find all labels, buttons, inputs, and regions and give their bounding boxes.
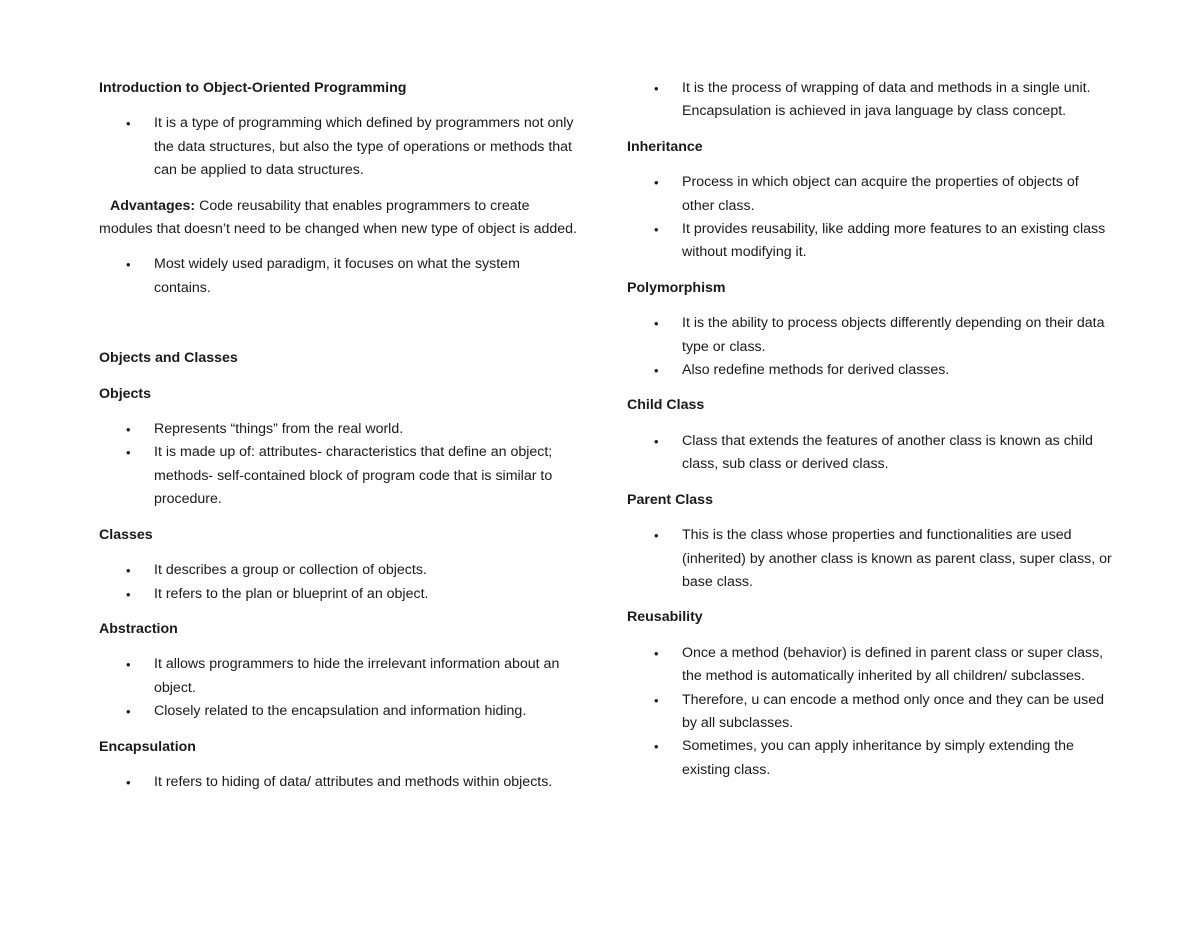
- list-item: • It is the process of wrapping of data and methods in a single unit. Encapsulation is achieved in java language by class concept.: [627, 77, 1112, 124]
- list-item: • Represents “things” from the real world.: [99, 418, 579, 441]
- list-item: • Therefore, u can encode a method only once and they can be used by all subclasses.: [627, 689, 1112, 736]
- parent-class-list: [627, 524, 1112, 594]
- bullet-icon: •: [654, 316, 659, 332]
- right-column: [627, 77, 1112, 794]
- bullet-icon: •: [654, 433, 659, 449]
- list-item: • Once a method (behavior) is defined in parent class or super class, the method is automatically inherited by all children/ subclasses.: [627, 642, 1112, 689]
- list-item: • It is the ability to process objects differently depending on their data type or class.: [627, 312, 1112, 359]
- left-column: [99, 77, 579, 806]
- bullet-icon: •: [126, 563, 131, 579]
- list-item: • It is a type of programming which defined by programmers not only the data structures, but also the type of operations or methods that can be applied to data structures.: [99, 112, 579, 182]
- bullet-icon: •: [126, 445, 131, 461]
- list-item: • It refers to hiding of data/ attributes and methods within objects.: [99, 771, 579, 794]
- reusability-heading: Reusability: [627, 609, 703, 626]
- bullet-icon: •: [654, 692, 659, 708]
- encapsulation-continued-list: [627, 77, 1112, 124]
- polymorphism-heading: Polymorphism: [627, 279, 726, 296]
- list-item: • It refers to the plan or blueprint of an object.: [99, 583, 579, 606]
- bullet-icon: •: [654, 645, 659, 661]
- bullet-icon: •: [126, 422, 131, 438]
- list-item: • Class that extends the features of another class is known as child class, sub class or derived class.: [627, 430, 1112, 477]
- bullet-icon: •: [126, 774, 131, 790]
- bullet-icon: •: [654, 222, 659, 238]
- list-item: • It allows programmers to hide the irrelevant information about an object.: [99, 653, 579, 700]
- bullet-icon: •: [654, 739, 659, 755]
- reusability-list: [627, 642, 1112, 782]
- intro-list: [99, 112, 579, 182]
- list-item: • This is the class whose properties and functionalities are used (inherited) by another class is known as parent class, super class, or base class.: [627, 524, 1112, 594]
- list-item: • Process in which object can acquire the properties of objects of other class.: [627, 171, 1112, 218]
- encapsulation-heading: Encapsulation: [99, 738, 196, 755]
- bullet-icon: •: [126, 586, 131, 602]
- abstraction-list: [99, 653, 579, 723]
- bullet-icon: •: [654, 81, 659, 96]
- abstraction-heading: Abstraction: [99, 620, 178, 637]
- child-class-list: [627, 430, 1112, 477]
- advantages-text: Code reusability that enables programmers to create modules that doesn’t need to be changed when new type of object is added.: [99, 197, 577, 238]
- encapsulation-list: [99, 771, 579, 794]
- bullet-icon: •: [126, 116, 131, 132]
- bullet-icon: •: [654, 363, 659, 379]
- inheritance-heading: Inheritance: [627, 138, 703, 155]
- list-item: • Most widely used paradigm, it focuses on what the system contains.: [99, 253, 579, 300]
- classes-heading: Classes: [99, 526, 153, 543]
- list-item: • Also redefine methods for derived classes.: [627, 359, 1112, 382]
- objects-and-classes-heading: Objects and Classes: [99, 350, 238, 367]
- list-item: • It provides reusability, like adding more features to an existing class without modifying it.: [627, 218, 1112, 265]
- advantages-paragraph: [99, 195, 579, 242]
- parent-class-heading: Parent Class: [627, 491, 713, 508]
- list-item: • Sometimes, you can apply inheritance by simply extending the existing class.: [627, 735, 1112, 782]
- list-item: • Closely related to the encapsulation and information hiding.: [99, 700, 579, 723]
- intro-heading: Introduction to Object-Oriented Programming: [99, 80, 407, 96]
- bullet-icon: •: [654, 528, 659, 544]
- classes-list: [99, 559, 579, 606]
- bullet-icon: •: [126, 657, 131, 673]
- objects-heading: Objects: [99, 385, 152, 402]
- bullet-icon: •: [654, 175, 659, 191]
- list-item: • It describes a group or collection of objects.: [99, 559, 579, 582]
- advantages-label: Advantages:: [110, 197, 196, 214]
- child-class-heading: Child Class: [627, 397, 705, 414]
- bullet-icon: •: [126, 257, 131, 273]
- advantages-list: [99, 253, 579, 300]
- inheritance-list: [627, 171, 1112, 265]
- list-item: • It is made up of: attributes- characteristics that define an object; methods- self-contained block of program code that is similar to procedure.: [99, 441, 579, 511]
- polymorphism-list: [627, 312, 1112, 382]
- objects-list: [99, 418, 579, 512]
- bullet-icon: •: [126, 704, 131, 720]
